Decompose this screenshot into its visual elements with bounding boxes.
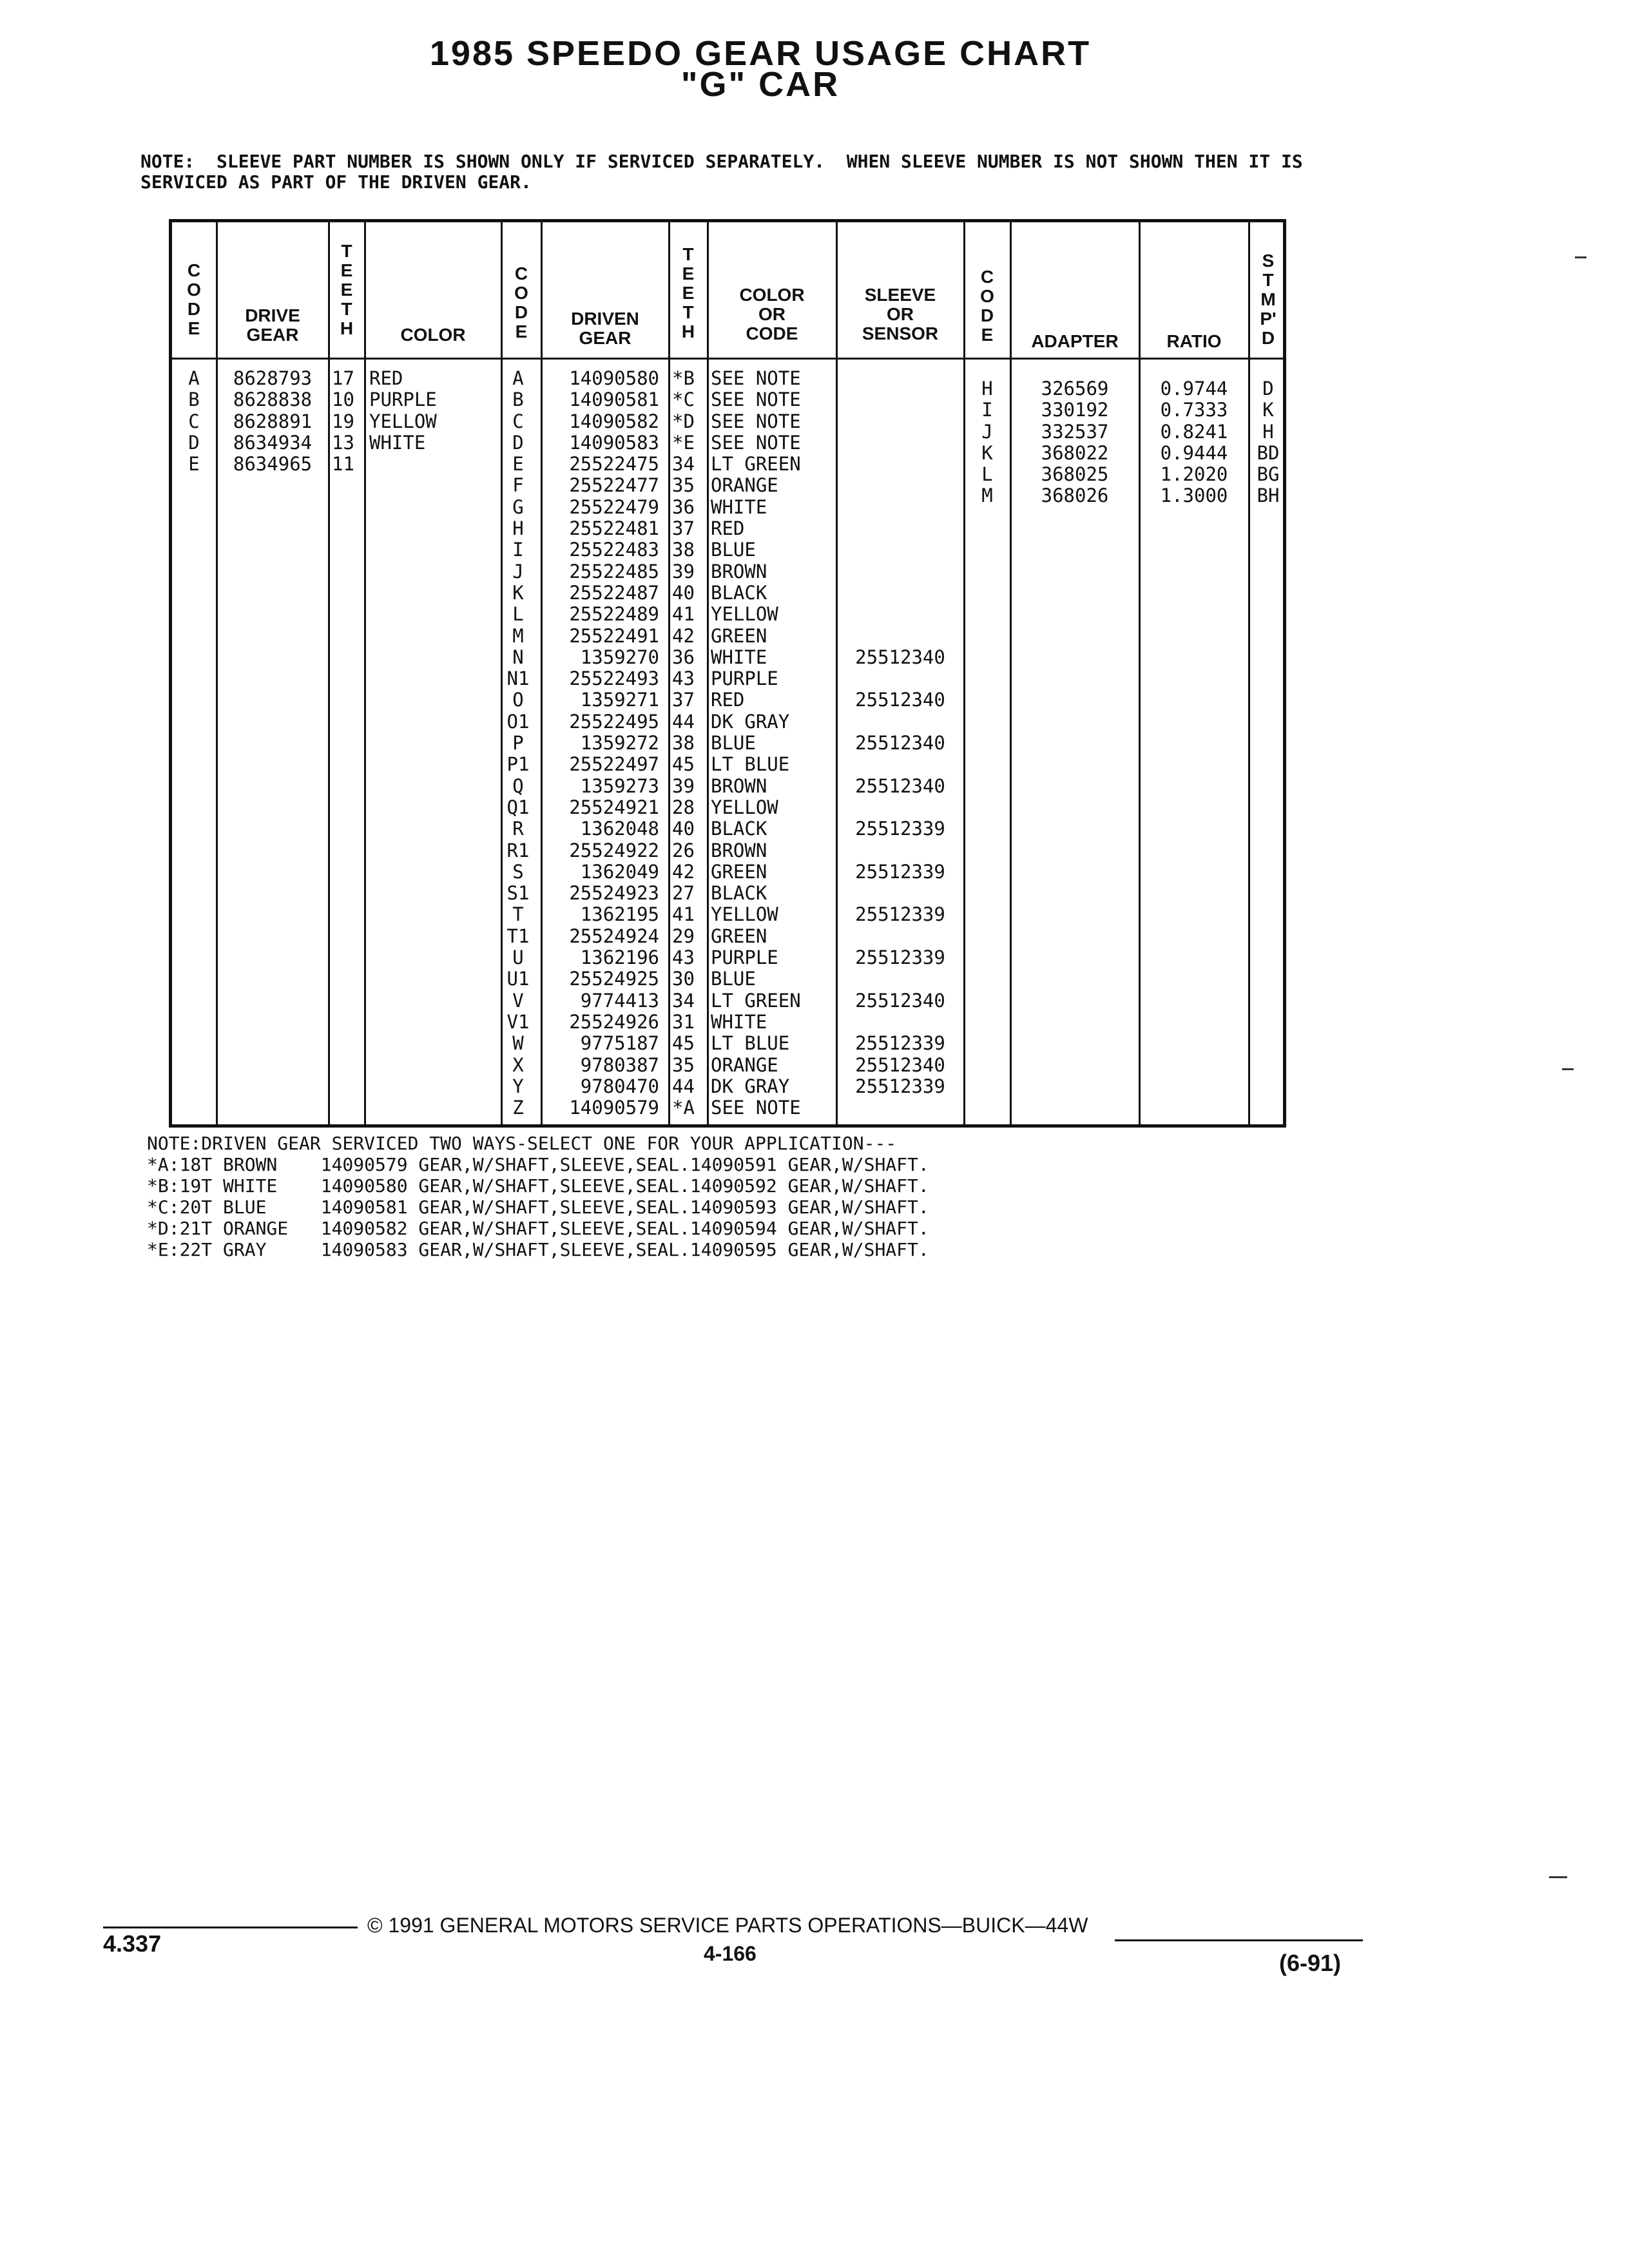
driven-code-column: A B C D E F G H I J K L M N N1 O O1 P P1 Q Q1 R R1 S S1 T T1 U U1 V V1 W X Y Z (506, 367, 530, 1119)
copyright-line: © 1991 GENERAL MOTORS SERVICE PARTS OPERATIONS—BUICK—44W (367, 1914, 1088, 1937)
drive-code-column: A B C D E (188, 367, 200, 476)
driven-gear-footnote: NOTE:DRIVEN GEAR SERVICED TWO WAYS-SELECT ONE FOR YOUR APPLICATION--- *A:18T BROWN 14090579 GEAR,W/SHAFT,SLEEVE,SEAL.14090591 GEAR,W/SHAFT. *B:19T WHITE 14090580 GEAR,W/SHAFT,SLEEVE,SEAL.14090592 GEAR,W/SHAFT. *C:20T BLUE 14090581 GEAR,W/SHAFT,SLEEVE,SEAL.14090593 GEAR,W/SHAFT. *D:21T ORANGE 14090582 GEAR,W/SHAFT,SLEEVE,SEAL.14090594 GEAR,W/SHAFT. *E:22T GRAY 14090583 GEAR,W/SHAFT,SLEEVE,SEAL.14090595 GEAR,W/SHAFT. (147, 1133, 929, 1260)
page-number-center: 4-166 (704, 1942, 757, 1965)
header-teeth-driven: T E E T H (681, 244, 695, 341)
footer-rule-left (103, 1927, 358, 1928)
drive-color-column: RED PURPLE YELLOW WHITE (369, 367, 437, 454)
driven-gear-column: 14090580 14090581 14090582 14090583 25522475 25522477 25522479 25522481 25522483 25522485 25522487 25522489 25522491 1359270 25522493 1359271 25522495 1359272 25522497 1359273 25524921 1362048 25524922 1362049 25524923 1362195 25524924 1362196 25524925 9774413 25524926 9775187 9780387 9780470 14090579 (569, 367, 659, 1119)
header-color-drive: COLOR (400, 325, 466, 345)
page-number-left: 4.337 (103, 1930, 162, 1957)
stmpd-column: D K H BD BG BH (1257, 378, 1280, 507)
edge-mark (1562, 1068, 1574, 1070)
header-divider (172, 358, 1283, 360)
revision-date: (6-91) (1279, 1950, 1342, 1976)
header-adapter: ADAPTER (1031, 331, 1119, 351)
chart-title: 1985 SPEEDO GEAR USAGE CHART (429, 34, 1092, 73)
gear-usage-table (169, 219, 1286, 1128)
drive-gear-column: 8628793 8628838 8628891 8634934 8634965 (233, 367, 313, 476)
footer-rule-right (1115, 1939, 1363, 1941)
ratio-column: 0.9744 0.7333 0.8241 0.9444 1.2020 1.3000 (1160, 378, 1228, 507)
sleeve-sensor-column: 25512340 25512340 25512340 25512340 25512339 25512339 25512339 25512339 25512340 25512339 25512340 25512339 (855, 646, 945, 1097)
drive-teeth-column: 17 10 19 13 11 (332, 367, 354, 476)
edge-mark (1575, 256, 1586, 258)
sleeve-note-text: SLEEVE PART NUMBER IS SHOWN ONLY IF SERVICED SEPARATELY. WHEN SLEEVE NUMBER IS NOT SHOWN THEN IT IS SERVICED AS PART OF THE DRIVEN GEAR. (140, 151, 1303, 193)
header-code-drive: C O D E (187, 260, 201, 338)
sleeve-note (140, 151, 1303, 193)
header-ratio: RATIO (1166, 331, 1222, 351)
driven-color-column: SEE NOTE SEE NOTE SEE NOTE SEE NOTE LT GREEN ORANGE WHITE RED BLUE BROWN BLACK YELLOW GREEN WHITE PURPLE RED DK GRAY BLUE LT BLUE BROWN YELLOW BLACK BROWN GREEN BLACK YELLOW GREEN PURPLE BLUE LT GREEN WHITE LT BLUE ORANGE DK GRAY SEE NOTE (711, 367, 801, 1119)
sleeve-note-label: NOTE: (140, 151, 195, 172)
header-driven-gear: DRIVEN GEAR (571, 309, 639, 348)
edge-mark (1549, 1876, 1567, 1878)
header-code-driven: C O D E (514, 264, 528, 341)
header-sleeve-or-sensor: SLEEVE OR SENSOR (862, 285, 939, 343)
chart-subtitle: "G" CAR (680, 65, 840, 104)
header-color-or-code: COLOR OR CODE (739, 285, 805, 343)
header-code-adapter: C O D E (980, 267, 994, 345)
adapter-column: 326569 330192 332537 368022 368025 368026 (1041, 378, 1109, 507)
header-drive-gear: DRIVE GEAR (245, 305, 300, 345)
driven-teeth-column: *B *C *D *E 34 35 36 37 38 39 40 41 42 36 43 37 44 38 45 39 28 40 26 42 27 41 29 43 30 34 31 45 35 44 *A (672, 367, 695, 1119)
header-teeth-drive: T E E T H (340, 241, 354, 338)
adapter-code-column: H I J K L M (981, 378, 993, 507)
header-stmpd: S T M P' D (1260, 251, 1277, 348)
